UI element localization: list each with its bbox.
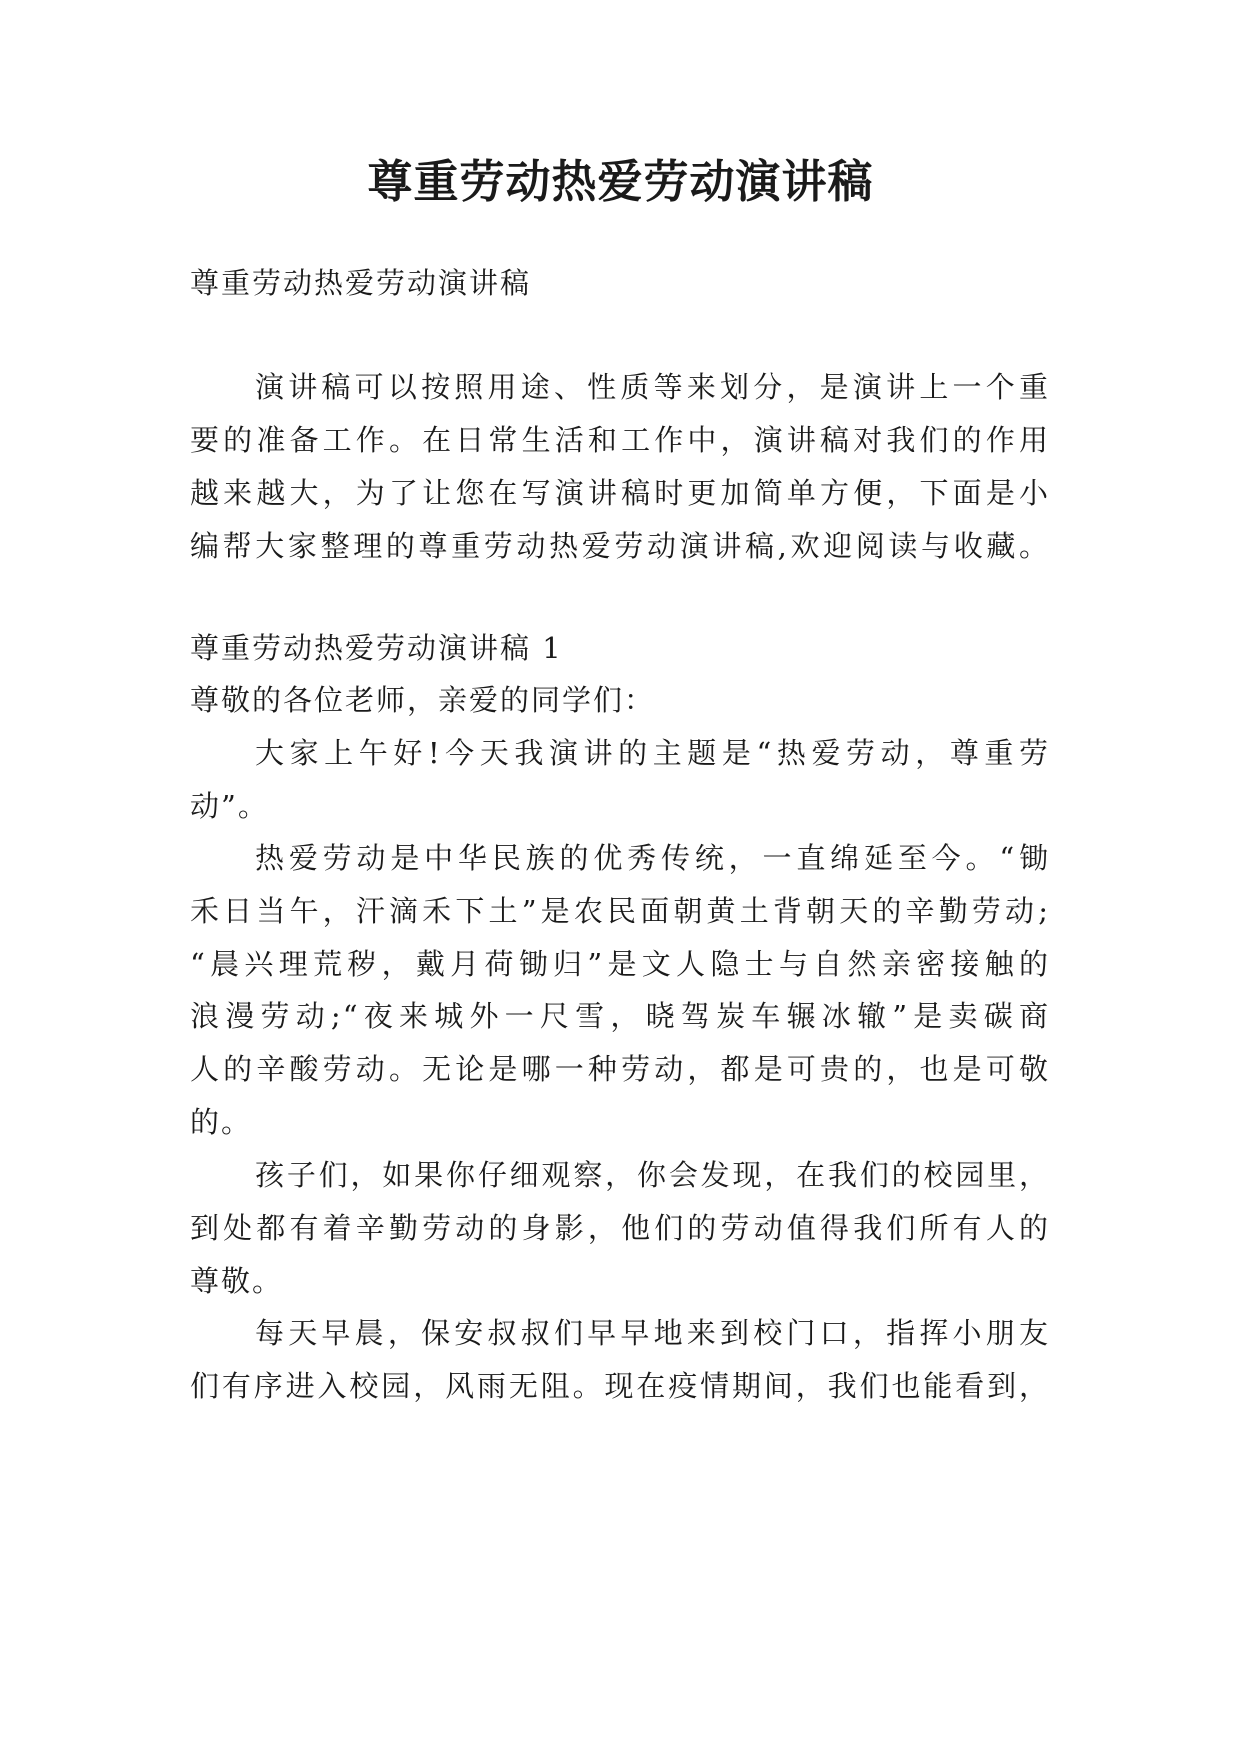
paragraph-line: “晨兴理荒秽，戴月荷锄归”是文人隐士与自然亲密接触的	[190, 947, 1050, 981]
paragraph-line: 孩子们，如果你仔细观察，你会发现，在我们的校园里，	[255, 1158, 1050, 1192]
paragraph-line: 大家上午好!今天我演讲的主题是“热爱劳动，尊重劳	[255, 736, 1050, 770]
paragraph-line: 禾日当午，汗滴禾下土”是农民面朝黄土背朝天的辛勤劳动;	[190, 894, 1050, 928]
intro-line: 越来越大，为了让您在写演讲稿时更加简单方便，下面是小	[190, 476, 1050, 510]
intro-line: 演讲稿可以按照用途、性质等来划分，是演讲上一个重	[255, 370, 1050, 404]
paragraph-line: 的。	[190, 1105, 253, 1139]
paragraph-line: 到处都有着辛勤劳动的身影，他们的劳动值得我们所有人的	[190, 1211, 1050, 1245]
salutation: 尊敬的各位老师，亲爱的同学们：	[190, 683, 656, 717]
paragraph-line: 们有序进入校园，风雨无阻。现在疫情期间，我们也能看到，	[190, 1369, 1050, 1403]
intro-line: 编帮大家整理的尊重劳动热爱劳动演讲稿,欢迎阅读与收藏。	[190, 529, 1050, 563]
document-subtitle: 尊重劳动热爱劳动演讲稿	[190, 266, 532, 300]
paragraph-line: 每天早晨，保安叔叔们早早地来到校门口，指挥小朋友	[255, 1316, 1050, 1350]
section-heading: 尊重劳动热爱劳动演讲稿 1	[190, 631, 563, 665]
intro-line: 要的准备工作。在日常生活和工作中，演讲稿对我们的作用	[190, 423, 1050, 457]
paragraph-line: 尊敬。	[190, 1264, 284, 1298]
paragraph-line: 人的辛酸劳动。无论是哪一种劳动，都是可贵的，也是可敬	[190, 1052, 1050, 1086]
document-title: 尊重劳动热爱劳动演讲稿	[367, 155, 874, 208]
paragraph-line: 浪漫劳动;“夜来城外一尺雪，晓驾炭车辗冰辙”是卖碳商	[190, 999, 1050, 1033]
paragraph-line: 热爱劳动是中华民族的优秀传统，一直绵延至今。“锄	[255, 841, 1050, 875]
paragraph-line: 动”。	[190, 789, 269, 823]
